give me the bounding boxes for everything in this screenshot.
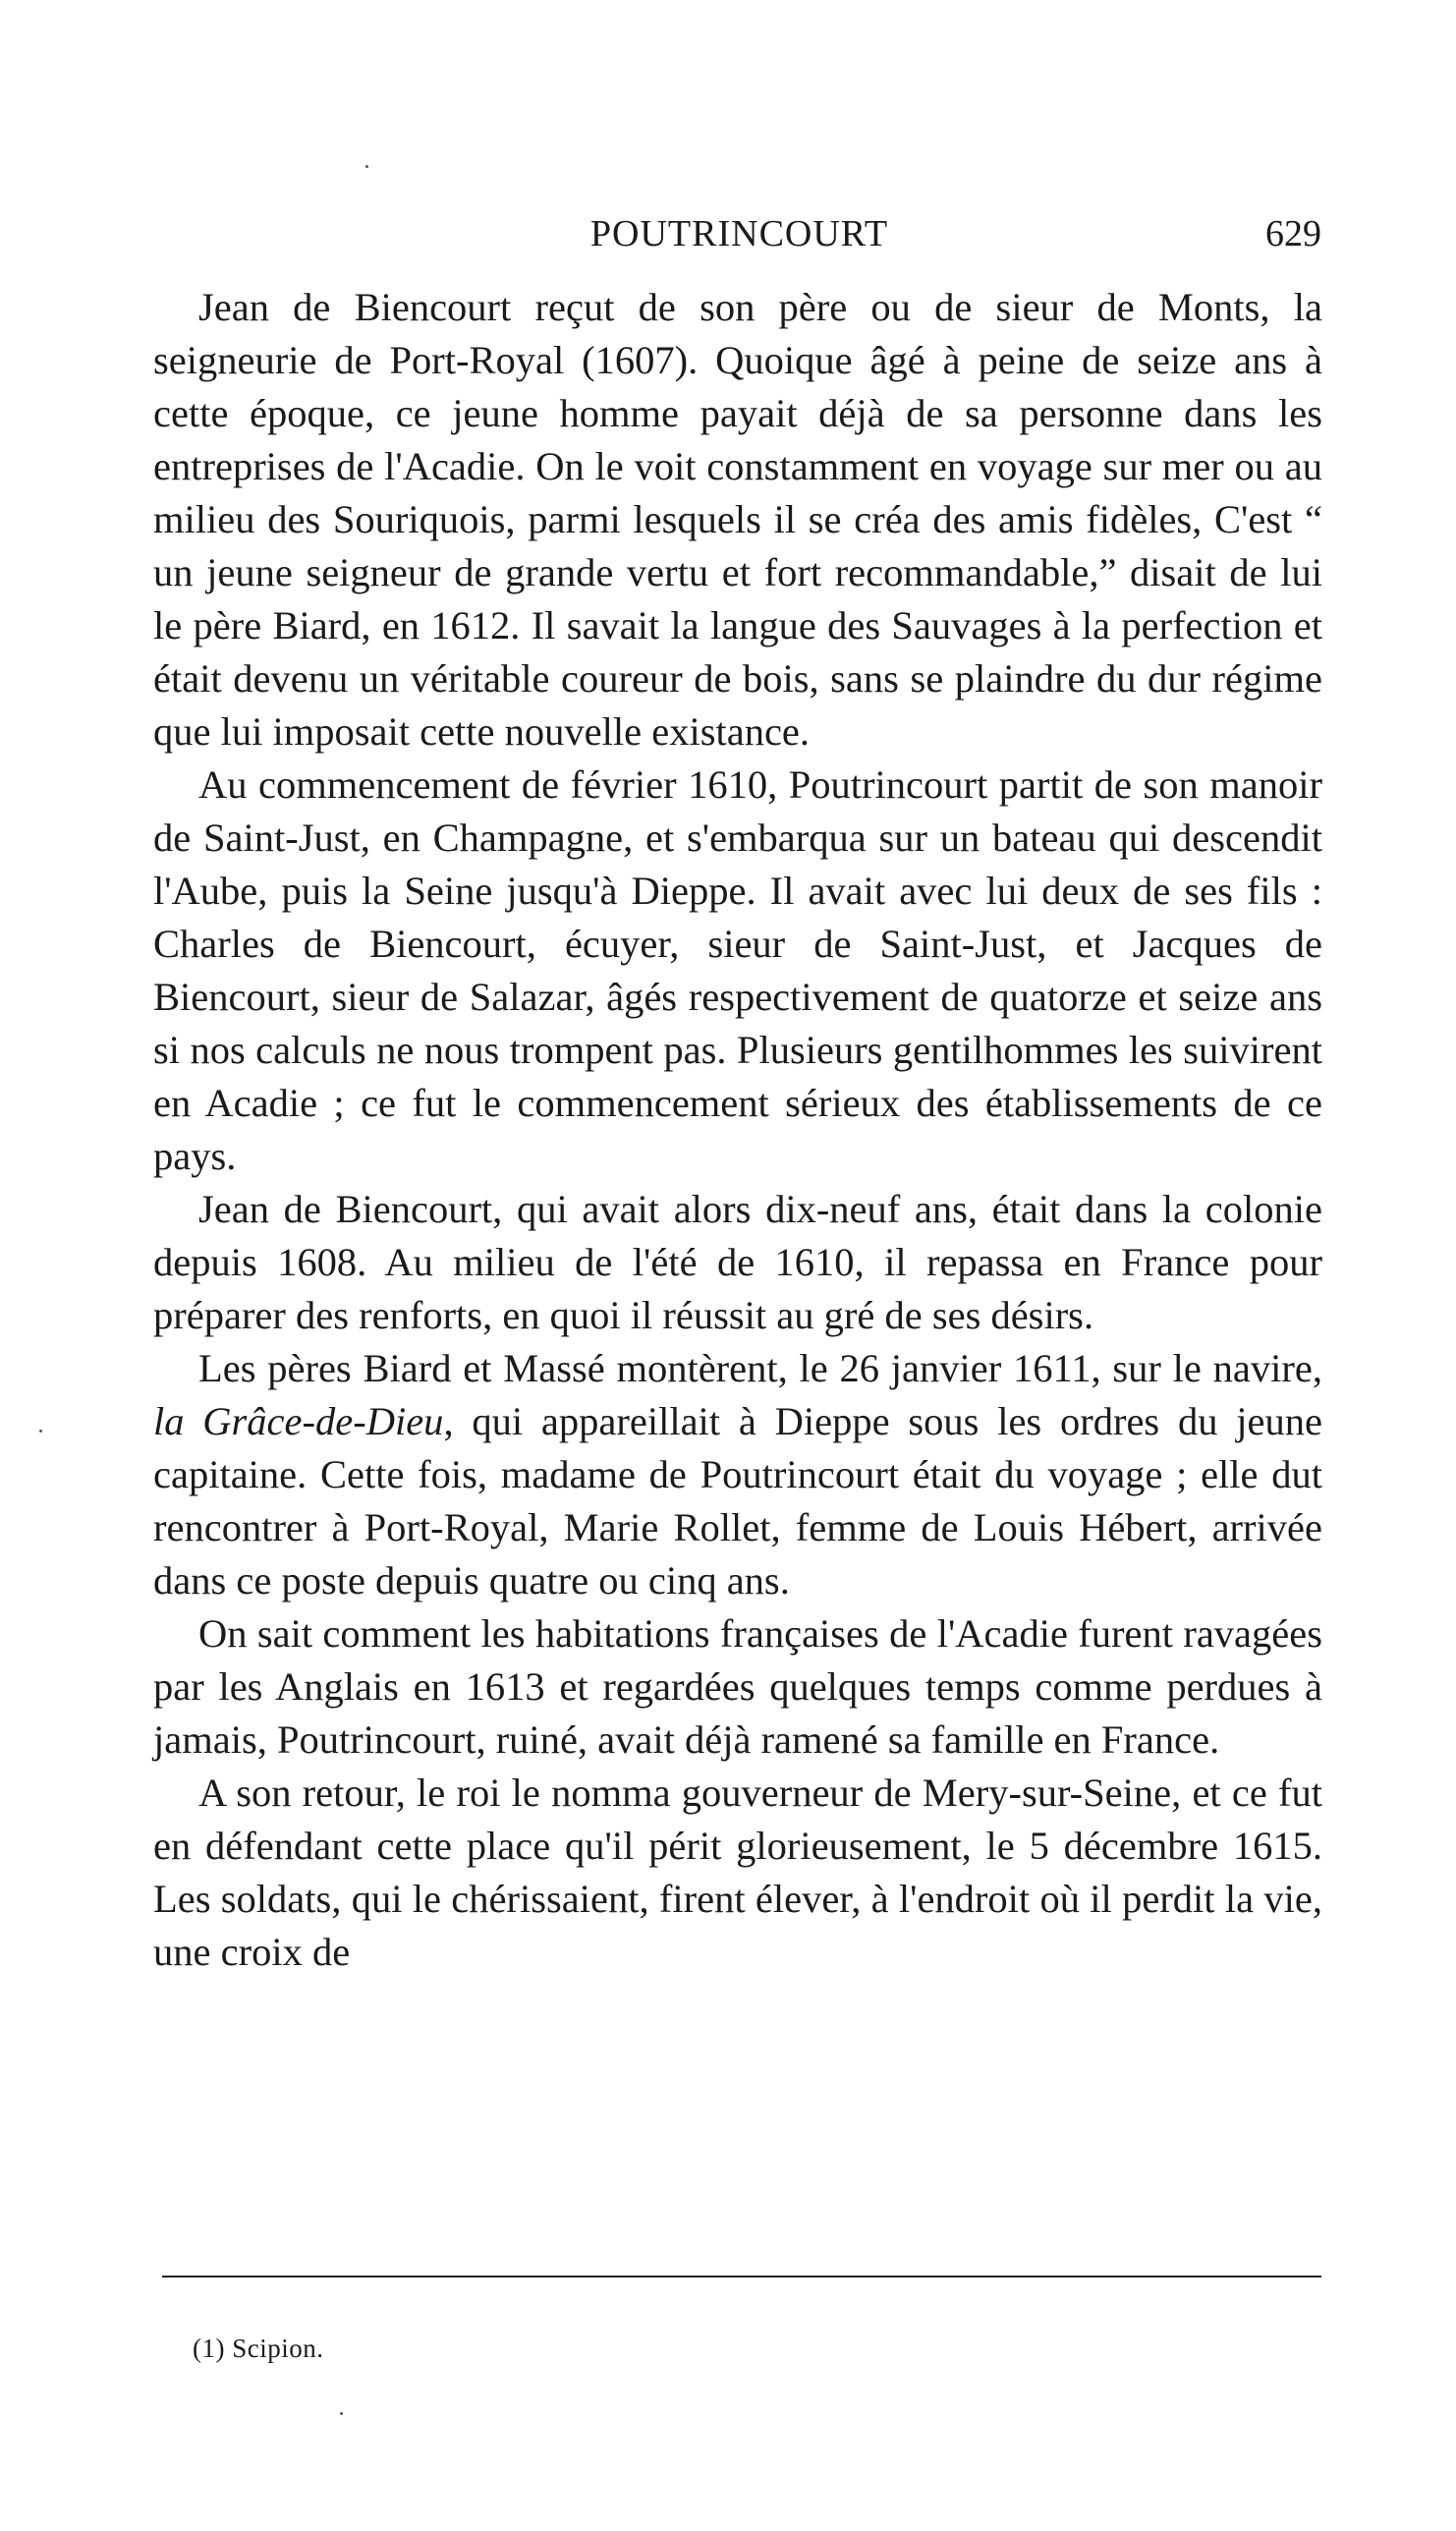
page-header [157, 212, 1321, 271]
print-speck [340, 2412, 343, 2415]
print-speck [365, 165, 368, 168]
paragraph-4 [153, 1342, 1322, 1607]
paragraph-4-start: Les pères Biard et Massé montèrent, le 26 janvier 1611, sur le navire, [198, 1346, 1322, 1390]
paragraph-2: Au commencement de février 1610, Poutrincourt partit de son manoir de Saint-Just, en Champagne, et s'embarqua sur un bateau qui descendit l'Aube, puis la Seine jusqu'à Dieppe. Il avait avec lui deux de ses fils : Charles de Biencourt, écuyer, sieur de Saint-Just, et Jacques de Biencourt, sieur de Salazar, âgés respectivement de quatorze et seize ans si nos calculs ne nous trompent pas. Plusieurs gentilhommes les suivirent en Acadie ; ce fut le commencement sérieux des établissements de ce pays. [153, 762, 1322, 1178]
paragraph-5: On sait comment les habitations françaises de l'Acadie furent ravagées par les Anglais en 1613 et regardées quelques temps comme perdues à jamais, Poutrincourt, ruiné, avait déjà ramené sa famille en France. [153, 1611, 1322, 1762]
paragraph-3: Jean de Biencourt, qui avait alors dix-neuf ans, était dans la colonie depuis 1608. Au milieu de l'été de 1610, il repassa en France pour préparer des renforts, en quoi il réussit au gré de ses désirs. [153, 1187, 1322, 1337]
footnote: (1) Scipion. [193, 2334, 324, 2363]
paragraph-4-end: , qui appareillait à Dieppe sous les ordres du jeune capitaine. Cette fois, madame de Poutrincourt était du voyage ; elle dut rencontrer à Port-Royal, Marie Rollet, femme de Louis Hébert, arrivée dans ce poste depuis quatre ou cinq ans. [153, 1399, 1322, 1603]
body-text [153, 281, 1322, 1979]
paragraph-6: A son retour, le roi le nomma gouverneur de Mery-sur-Seine, et ce fut en défendant cette place qu'il périt glorieusement, le 5 décembre 1615. Les soldats, qui le chérissaient, firent élever, à l'endroit où il perdit la vie, une croix de [153, 1771, 1322, 1974]
paragraph-1: Jean de Biencourt reçut de son père ou de sieur de Monts, la seigneurie de Port-Royal (1607). Quoique âgé à peine de seize ans à cette époque, ce jeune homme payait déjà de sa personne dans les entreprises de l'Acadie. On le voit constamment en voyage sur mer ou au milieu des Souriquois, parmi lesquels il se créa des amis fidèles, C'est “ un jeune seigneur de grande vertu et fort recommandable,” disait de lui le père Biard, en 1612. Il savait la langue des Sauvages à la perfection et était devenu un véritable coureur de bois, sans se plaindre du dur régime que lui imposait cette nouvelle existance. [153, 285, 1322, 754]
running-title: POUTRINCOURT [589, 213, 889, 254]
ship-name: la Grâce-de-Dieu [153, 1399, 444, 1443]
page-number: 629 [1265, 213, 1321, 254]
print-speck [39, 1430, 42, 1433]
footnote-rule [162, 2276, 1321, 2278]
